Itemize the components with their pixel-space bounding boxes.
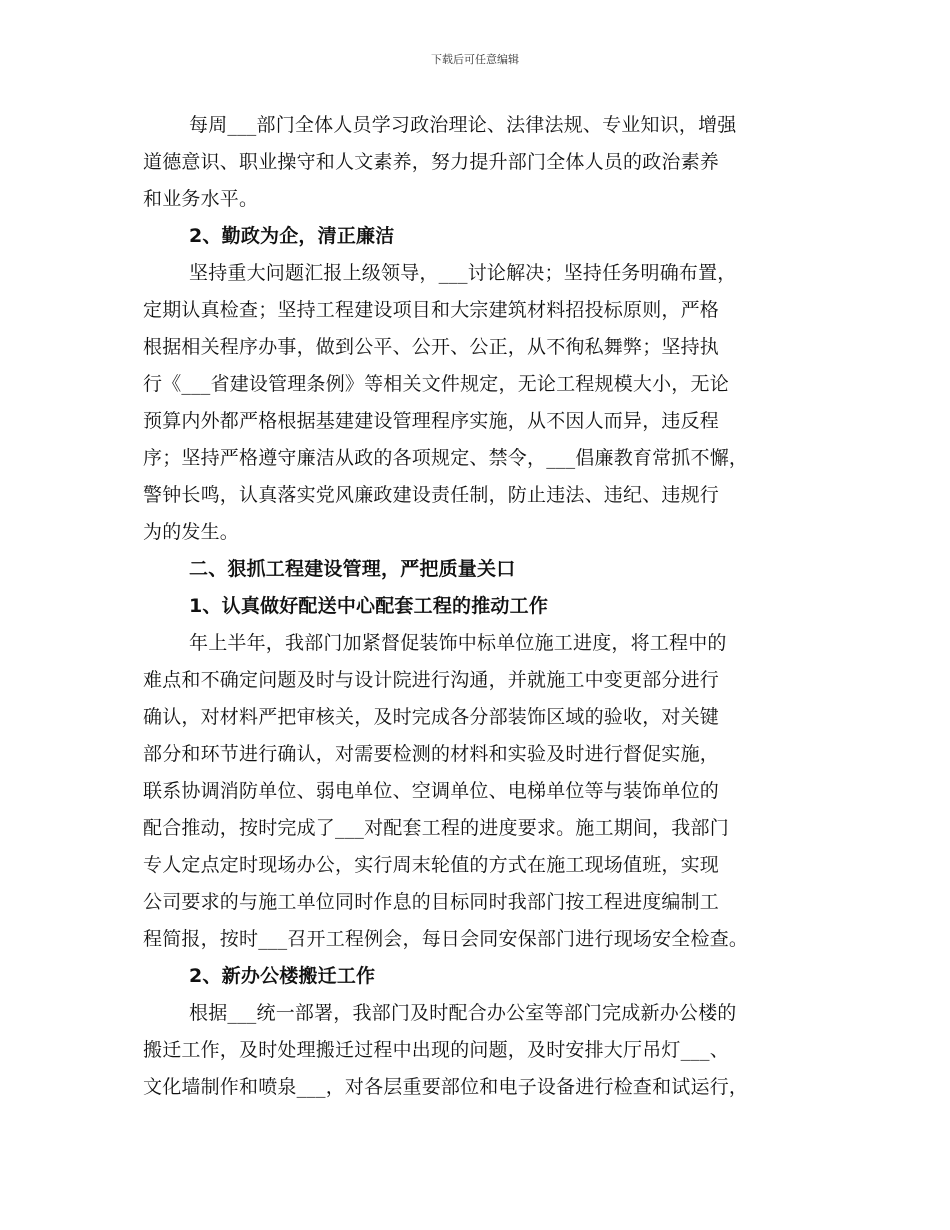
text-line: 确认，对材料严把审核关，及时完成各分部装饰区域的验收，对关键 — [143, 706, 720, 728]
section-heading: 二、狠抓工程建设管理，严把质量关口 — [189, 558, 516, 580]
text-line: 预算内外都严格根据基建建设管理程序实施，从不因人而异，违反程 — [143, 410, 720, 432]
text-line: 难点和不确定问题及时与设计院进行沟通，并就施工中变更部分进行 — [143, 669, 720, 691]
text-line: 专人定点定时现场办公，实行周末轮值的方式在施工现场值班，实现 — [143, 854, 720, 876]
section-heading: 1、认真做好配送中心配套工程的推动工作 — [189, 595, 549, 617]
text-line: 根据相关程序办事，做到公平、公开、公正，从不徇私舞弊；坚持执 — [143, 336, 720, 358]
document-body — [143, 107, 829, 1106]
text-line: 联系协调消防单位、弱电单位、空调单位、电梯单位等与装饰单位的 — [143, 780, 720, 802]
text-line: 行《___省建设管理条例》等相关文件规定，无论工程规模大小，无论 — [143, 373, 729, 395]
text-line: 部分和环节进行确认，对需要检测的材料和实验及时进行督促实施， — [143, 743, 720, 765]
text-line: 文化墙制作和喷泉___，对各层重要部位和电子设备进行检查和试运行， — [143, 1076, 749, 1098]
section-heading: 2、新办公楼搬迁工作 — [189, 965, 376, 987]
text-line: 定期认真检查；坚持工程建设项目和大宗建筑材料招投标原则，严格 — [143, 299, 720, 321]
text-line: 搬迁工作，及时处理搬迁过程中出现的问题，及时安排大厅吊灯___、 — [143, 1039, 729, 1061]
text-line: 序；坚持严格遵守廉洁从政的各项规定、禁令，___倡廉教育常抓不懈， — [143, 447, 749, 469]
text-line: 根据___统一部署，我部门及时配合办公室等部门完成新办公楼的 — [189, 1002, 737, 1024]
text-line: 警钟长鸣，认真落实党风廉政建设责任制，防止违法、违纪、违规行 — [143, 484, 720, 506]
text-line: 年上半年，我部门加紧督促装饰中标单位施工进度，将工程中的 — [189, 632, 727, 654]
text-line: 程简报，按时___召开工程例会，每日会同安保部门进行现场安全检查。 — [143, 928, 749, 950]
text-line: 为的发生。 — [143, 521, 240, 543]
text-line: 公司要求的与施工单位同时作息的目标同时我部门按工程进度编制工 — [143, 891, 720, 913]
text-line: 配合推动，按时完成了___对配套工程的进度要求。施工期间，我部门 — [143, 817, 729, 839]
text-line: 道德意识、职业操守和人文素养，努力提升部门全体人员的政治素养 — [143, 151, 720, 173]
page-header-note: 下载后可任意编辑 — [431, 53, 519, 66]
section-heading: 2、勤政为企，清正廉洁 — [189, 225, 395, 247]
text-line: 坚持重大问题汇报上级领导，___讨论解决；坚持任务明确布置， — [189, 262, 737, 284]
text-line: 和业务水平。 — [143, 188, 259, 210]
text-line: 每周___部门全体人员学习政治理论、法律法规、专业知识，增强 — [189, 114, 737, 136]
